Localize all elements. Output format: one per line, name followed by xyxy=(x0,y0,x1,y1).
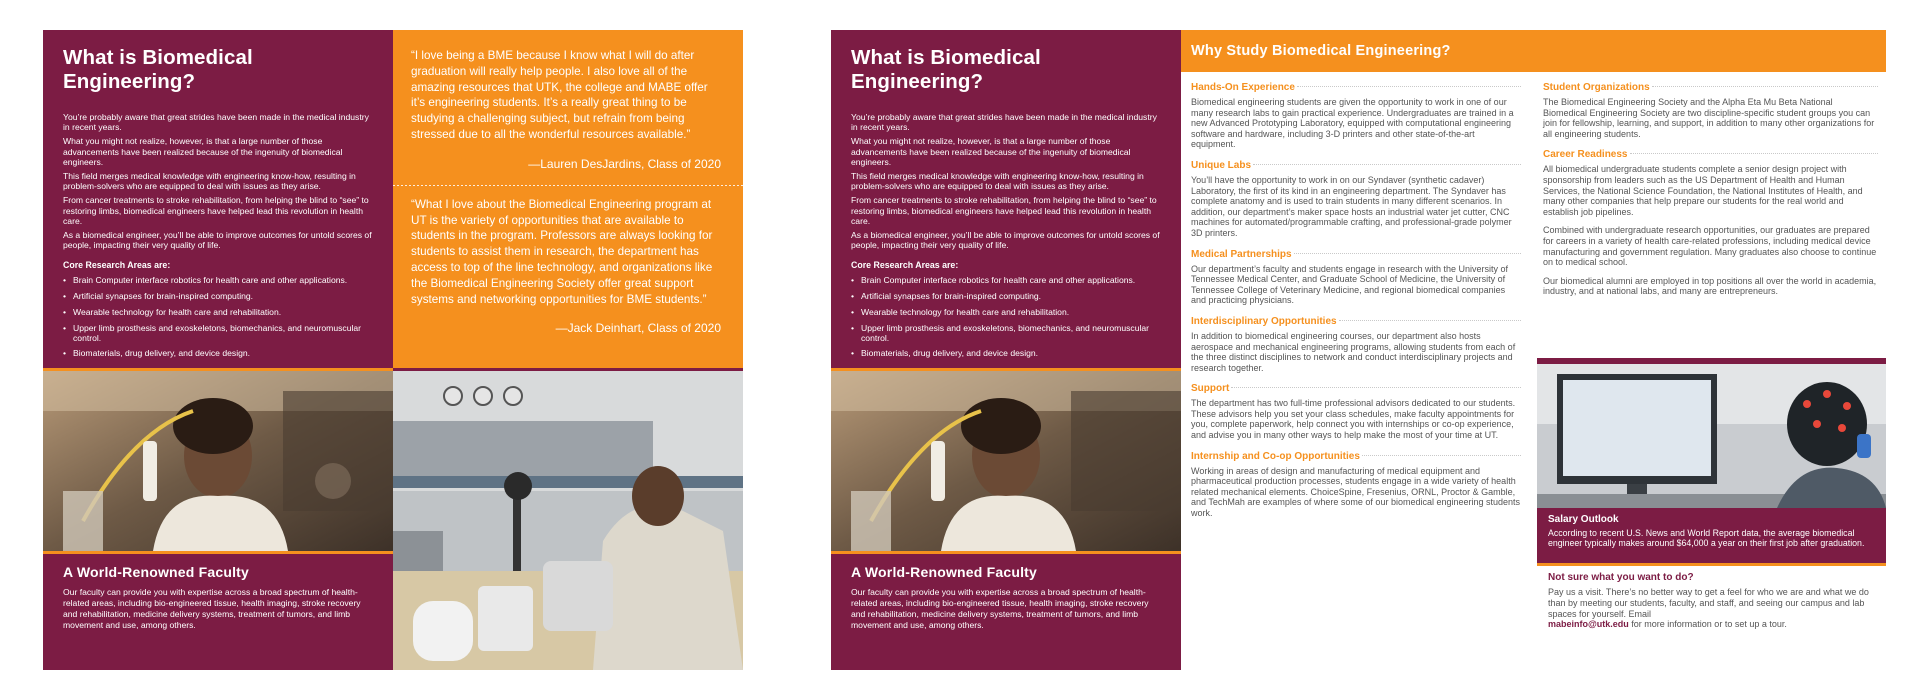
whatis-paragraph: You’re probably aware that great strides have been made in the medical industry in recent years. xyxy=(63,112,369,133)
salary-heading: Salary Outlook xyxy=(1548,514,1619,525)
section-internship xyxy=(1191,451,1521,519)
core-research-list xyxy=(851,275,1163,358)
whatis-paragraph: You’re probably aware that great strides have been made in the medical industry in recent years. xyxy=(851,112,1157,133)
orange-divider xyxy=(43,551,393,554)
section-text: All biomedical undergraduate students complete a senior design project with sponsorship from leaders such as the US Department of Health and Human Services, the National Science Foundation, the National Institutes of Health, and many other companies that help prepare our students for the real world and establish job pipelines. xyxy=(1543,164,1863,217)
dotted-rule xyxy=(1253,164,1521,165)
whatis-panel-right xyxy=(831,30,1181,371)
whatis-panel-left xyxy=(43,30,393,371)
left-spread xyxy=(43,30,743,670)
orange-divider xyxy=(831,551,1181,554)
dotted-rule xyxy=(1339,320,1521,321)
dotted-rule xyxy=(1294,253,1521,254)
section-text: Combined with undergraduate research opportunities, our graduates are prepared for careers in a variety of health care-related professions, including medical device manufacturing and government regulation. Many graduates also choose to continue on to medical school. xyxy=(1543,225,1877,268)
quotes-panel xyxy=(393,30,743,371)
core-research-item: • Artificial synapses for brain-inspired computing. xyxy=(63,291,375,301)
section-support xyxy=(1191,383,1521,440)
contact-email-link[interactable]: mabeinfo@utk.edu xyxy=(1548,619,1629,630)
section-heading: Medical Partnerships xyxy=(1191,248,1292,260)
section-unique-labs xyxy=(1191,160,1521,239)
section-heading: Student Organizations xyxy=(1543,82,1650,93)
not-sure-text xyxy=(1548,587,1876,630)
core-research-list xyxy=(63,275,375,358)
section-text: In addition to biomedical engineering courses, our department also hosts aerospace and mechanical engineering programs, allowing students from each of the three distinct disciplines to network and conduct interdisciplinary projects and research together. xyxy=(1191,330,1516,373)
section-text: Our biomedical alumni are employed in top positions all over the world in academia, industry, and at national labs, and many are entrepreneurs. xyxy=(1543,275,1877,297)
whatis-paragraph: This field merges medical knowledge with engineering know-how, resulting in problem-solvers who are equipped to deal with issues as they arise. xyxy=(63,171,356,192)
faculty-robot-photo xyxy=(393,371,743,670)
not-sure-body: Pay us a visit. There’s no better way to get a feel for who we are and what we do than by meeting our students, faculty, and staff, and seeing our campus and lab spaces for yourself. Email xyxy=(1548,587,1869,619)
section-text: You’ll have the opportunity to work in on our Syndaver (synthetic cadaver) Laboratory, the first of its kind in an engineering department. The Syndaver has complete anatomy and is used to train students in many different scenarios. In addition, our department’s maker space hosts an industrial water jet cutter, CNC machines for automated/programmable crafting, and professional-grade polymer 3D printers. xyxy=(1191,174,1512,238)
core-research-item: • Upper limb prosthesis and exoskeletons, biomechanics, and neuromuscular control. xyxy=(851,323,1163,343)
whatis-paragraph: What you might not realize, however, is that a large number of those advancements have been realized because of the ingenuity of biomedical engineers. xyxy=(851,136,1131,167)
section-heading: Support xyxy=(1191,383,1230,395)
faculty-panel-left xyxy=(43,551,393,670)
whatis-paragraph: This field merges medical knowledge with engineering know-how, resulting in problem-solvers who are equipped to deal with issues as they arise. xyxy=(851,171,1144,192)
core-research-item: • Upper limb prosthesis and exoskeletons, biomechanics, and neuromuscular control. xyxy=(63,323,375,343)
whatis-title: What is Biomedical Engineering? xyxy=(63,46,253,93)
why-column-1 xyxy=(1191,82,1521,529)
core-research-heading: Core Research Areas are: xyxy=(63,260,171,271)
eeg-computer-photo xyxy=(1537,364,1886,508)
whatis-paragraph: As a biomedical engineer, you’ll be able to improve outcomes for untold scores of people, impacting their very quality of life. xyxy=(63,230,372,251)
section-text: The department has two full-time professional advisors dedicated to our students. These advisors help you set your class schedules, make faculty appointments for you, complete paperwork, help connect you with internships or co-op experience, and advise you in many other ways to help make the most of your time at UT. xyxy=(1191,398,1516,441)
section-hands-on xyxy=(1191,82,1521,150)
orange-divider xyxy=(1537,563,1886,566)
student-lab-photo xyxy=(831,371,1181,551)
salary-photo-frame xyxy=(1537,358,1886,508)
student-quote: “I love being a BME because I know what I will do after graduation will really help people. I also love all of the amazing resources that UTK, the college and MABE offer it’s engineering students. It’s a really great thing to be studying a challenging subject, but refrain from being stressed due to all the wonderful resources available.” xyxy=(411,49,708,141)
whatis-paragraph: From cancer treatments to stroke rehabilitation, from helping the blind to “see” to restoring limbs, biomedical engineers have helped lead this revolution in health care. xyxy=(851,195,1157,226)
whatis-title: What is Biomedical Engineering? xyxy=(851,46,1041,93)
faculty-text: Our faculty can provide you with expertise across a broad spectrum of health-related areas, including bio-engineered tissue, health imaging, stroke recovery and rehabilitation, medicine delivery systems, treatment of tumors, and limb movement and use, among others. xyxy=(63,587,361,630)
student-quote: “What I love about the Biomedical Engineering program at UT is the variety of opportunities that are available to students in the program. Professors are always looking for students to assist them in research, the department has access to top of the line technology, and organizations like the Biomedical Engineering Society offer great support systems and networking opportunities for BME students.” xyxy=(411,197,713,306)
section-text: The Biomedical Engineering Society and the Alpha Eta Mu Beta National Biomedical Engineering Society are two discipline-specific student groups you can join for fellowship, learning, and support, in addition to many other organizations for all engineering students. xyxy=(1543,97,1875,139)
quote-separator xyxy=(393,185,743,186)
section-heading: Internship and Co-op Opportunities xyxy=(1191,450,1360,462)
section-heading: Hands-On Experience xyxy=(1191,82,1295,93)
quote-attribution: —Jack Deinhart, Class of 2020 xyxy=(555,321,721,336)
core-research-item: • Wearable technology for health care and rehabilitation. xyxy=(63,307,375,317)
section-text: Our department’s faculty and students engage in research with the University of Tennessee Medical Center, and Graduate School of Medicine, the University of Tennessee College of Veterinary Medicine, and regional biomedical companies and practicing physicians. xyxy=(1191,263,1509,306)
faculty-title: A World-Renowned Faculty xyxy=(851,564,1038,580)
faculty-title: A World-Renowned Faculty xyxy=(63,564,250,580)
dotted-rule xyxy=(1231,387,1521,388)
section-interdisciplinary xyxy=(1191,316,1521,373)
section-text: Working in areas of design and manufacturing of medical equipment and pharmaceutical production processes, students engage in a wide variety of health related mechanical elements. ChoiceSpine, Fresenius, ORNL, Proctor & Gamble, and TechMah are examples of where some of our biomedical engineering students work. xyxy=(1191,465,1521,519)
salary-outlook-box xyxy=(1537,508,1886,563)
core-research-item: • Artificial synapses for brain-inspired computing. xyxy=(851,291,1163,301)
why-column-2 xyxy=(1543,82,1878,307)
not-sure-section xyxy=(1537,572,1886,630)
section-heading: Interdisciplinary Opportunities xyxy=(1191,315,1337,327)
whatis-paragraph: What you might not realize, however, is that a large number of those advancements have been realized because of the ingenuity of biomedical engineers. xyxy=(63,136,343,167)
why-study-title: Why Study Biomedical Engineering? xyxy=(1191,43,1451,59)
not-sure-heading: Not sure what you want to do? xyxy=(1548,572,1694,583)
section-text: Biomedical engineering students are given the opportunity to work in one of our many research labs to gain practical experience. Undergraduates are trained in a new Advanced Prototyping Laboratory, equipped with computational engineering software and hardware, including 3-D printers and other state-of-the-art equipment. xyxy=(1191,97,1514,150)
dotted-rule xyxy=(1297,86,1521,87)
core-research-item: • Wearable technology for health care and rehabilitation. xyxy=(851,307,1163,317)
dotted-rule xyxy=(1652,86,1878,87)
faculty-text: Our faculty can provide you with expertise across a broad spectrum of health-related areas, including bio-engineered tissue, health imaging, stroke recovery and rehabilitation, medicine delivery systems, treatment of tumors, and limb movement and use, among others. xyxy=(851,587,1149,630)
core-research-item: • Brain Computer interface robotics for health care and other applications. xyxy=(851,275,1163,285)
core-research-item: • Biomaterials, drug delivery, and device design. xyxy=(851,348,1163,358)
right-spread xyxy=(831,30,1886,670)
section-career-readiness xyxy=(1543,149,1878,297)
not-sure-tail: for more information or to set up a tour. xyxy=(1628,619,1787,630)
student-lab-photo xyxy=(43,371,393,551)
whatis-paragraph: As a biomedical engineer, you’ll be able to improve outcomes for untold scores of people, impacting their very quality of life. xyxy=(851,230,1160,251)
section-student-orgs xyxy=(1543,82,1878,139)
salary-text: According to recent U.S. News and World Report data, the average biomedical engineer typically makes around $64,000 a year on their first job after graduation. xyxy=(1548,528,1865,549)
dotted-rule xyxy=(1362,455,1521,456)
section-heading: Unique Labs xyxy=(1191,159,1252,171)
dotted-rule xyxy=(1630,153,1879,154)
core-research-item: • Biomaterials, drug delivery, and device design. xyxy=(63,348,375,358)
faculty-panel-right xyxy=(831,551,1181,670)
why-study-header xyxy=(1181,30,1886,72)
quote-attribution: —Lauren DesJardins, Class of 2020 xyxy=(528,156,721,171)
core-research-item: • Brain Computer interface robotics for health care and other applications. xyxy=(63,275,375,285)
whatis-paragraph: From cancer treatments to stroke rehabilitation, from helping the blind to “see” to restoring limbs, biomedical engineers have helped lead this revolution in health care. xyxy=(63,195,369,226)
section-medical-partnerships xyxy=(1191,249,1521,306)
core-research-heading: Core Research Areas are: xyxy=(851,260,959,271)
section-heading: Career Readiness xyxy=(1543,149,1628,161)
